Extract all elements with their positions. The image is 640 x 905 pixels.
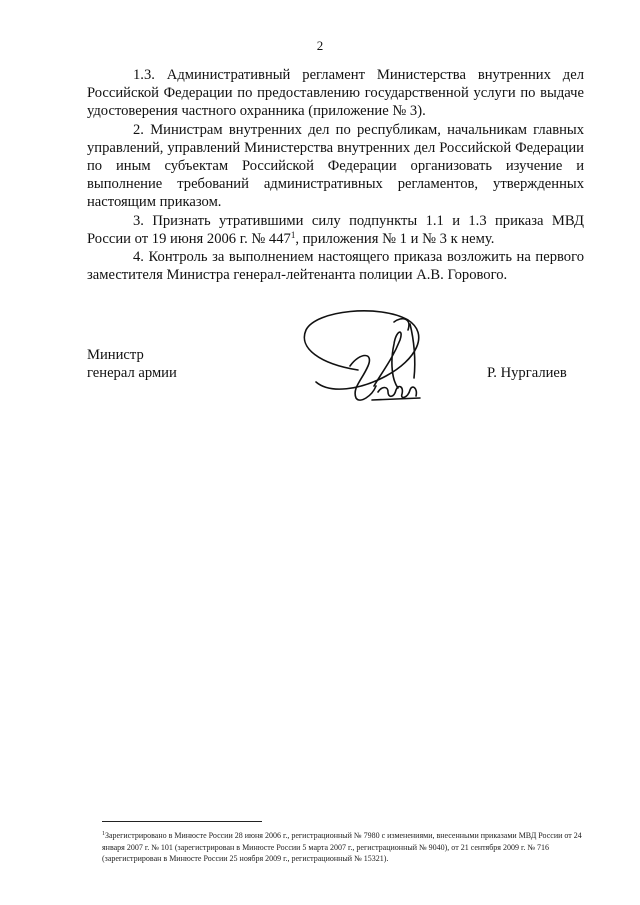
- paragraph-3-text: 3. Признать утратившими силу подпункты 1.1 и 1.3 приказа МВД России от 19 июня 2006 г. № 447: [87, 212, 584, 247]
- paragraph-3: [87, 212, 584, 248]
- footnote-divider: [102, 821, 262, 822]
- document-body: [87, 66, 584, 284]
- footnote-marker: 1: [290, 229, 296, 240]
- footnote-text: Зарегистрировано в Минюсте России 28 июня 2006 г., регистрационный № 7980 с изменениями, внесенными приказами МВД России от 24 января 2007 г. № 101 (зарегистрирован в Минюсте России 5 марта 2007 г., регистрационный № 9040), от 21 сентября 2009 г. № 716 (зарегистрирован в Минюсте России 25 ноября 2009 г., регистрационный № 15321).: [102, 831, 582, 863]
- handwritten-signature: [290, 300, 440, 420]
- footnote: [102, 830, 588, 865]
- signer-position: Министр: [87, 347, 144, 363]
- signer-rank: генерал армии: [87, 365, 177, 382]
- paragraph-3-tail: , приложения № 1 и № 3 к нему.: [295, 230, 495, 247]
- paragraph-4: 4. Контроль за выполнением настоящего приказа возложить на первого заместителя Министра генерал-лейтенанта полиции А.В. Горового.: [87, 249, 584, 284]
- paragraph-2: 2. Министрам внутренних дел по республикам, начальникам главных управлений, управлений Министерства внутренних дел Российской Федерации по иным субъектам Российской Федерации организовать изучение и выполнение требований административных регламентов, утвержденных настоящим приказом.: [87, 121, 584, 211]
- paragraph-1-3: 1.3. Административный регламент Министерства внутренних дел Российской Федерации по предоставлению государственной услуги по выдаче удостоверения частного охранника (приложение № 3).: [87, 67, 584, 120]
- signer-name: Р. Нургалиев: [487, 365, 567, 381]
- page-number: 2: [316, 38, 324, 53]
- footnote-number: 1: [102, 831, 105, 837]
- signer-title: [87, 346, 177, 382]
